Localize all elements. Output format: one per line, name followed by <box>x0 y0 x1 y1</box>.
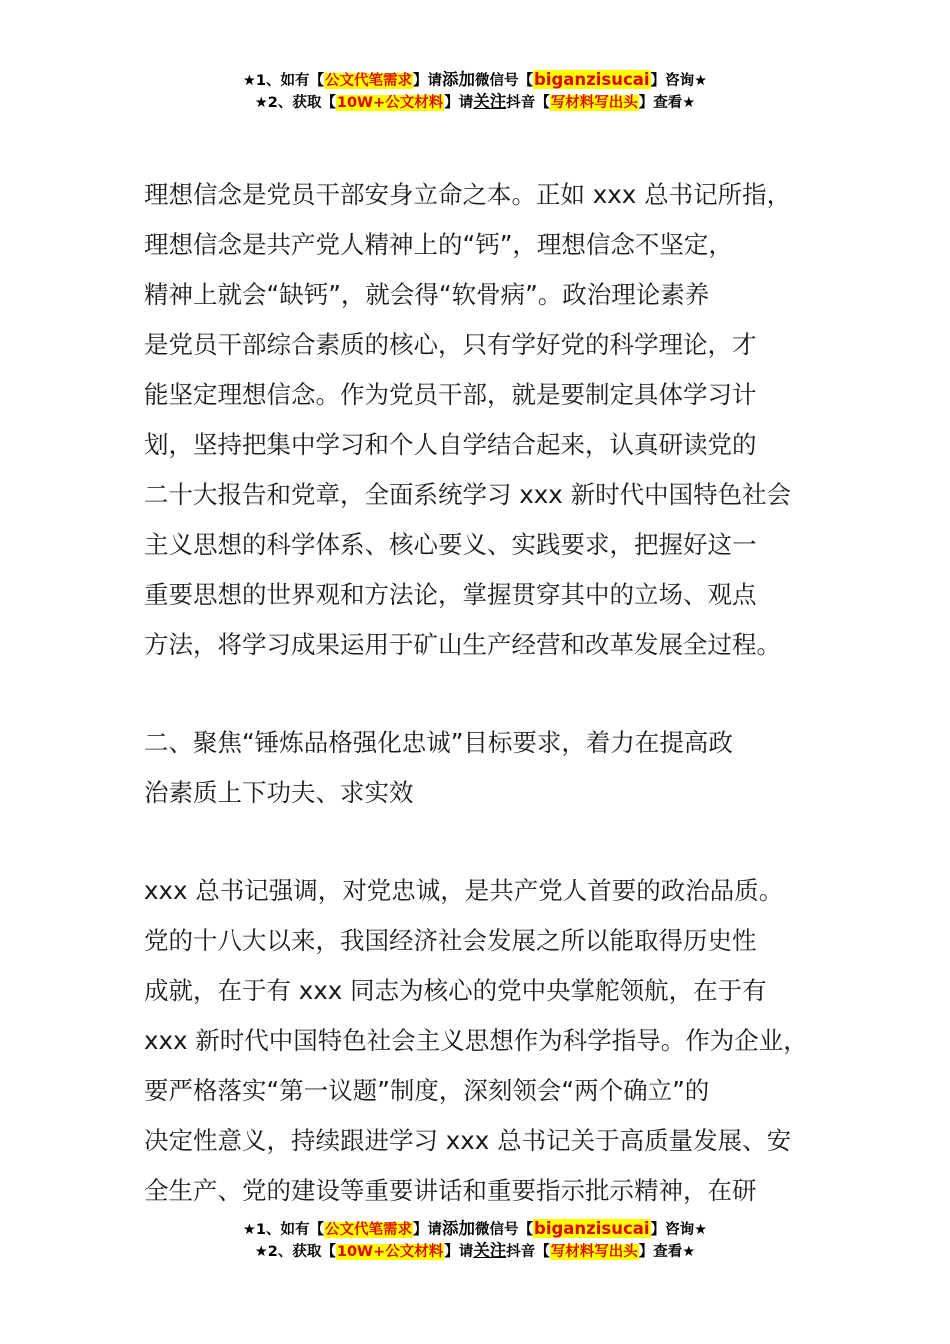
highlight-materials: 10W+公文材料 <box>336 95 444 111</box>
paragraph-line: 划，坚持把集中学习和个人自学结合起来，认真研读党的 <box>144 430 757 459</box>
paragraph-line: 党的十八大以来，我国经济社会发展之所以能取得历史性 <box>144 926 757 955</box>
paragraph-line: xxx 新时代中国特色社会主义思想作为科学指导。作为企业， <box>144 1026 808 1055</box>
paragraph-line: 精神上就会“缺钙”，就会得“软骨病”。政治理论素养 <box>144 280 710 309</box>
paragraph-line: 主义思想的科学体系、核心要义、实践要求，把握好这一 <box>144 530 757 559</box>
highlight-douyin-account: 写材料写出头 <box>550 1244 638 1260</box>
paragraph-line: 二十大报告和党章，全面系统学习 xxx 新时代中国特色社会 <box>144 480 792 509</box>
heading-line: 二、聚焦“锤炼品格强化忠诚”目标要求，着力在提高政 <box>144 728 733 757</box>
paragraph-line: 理想信念是共产党人精神上的“钙”，理想信念不坚定， <box>144 230 733 259</box>
paragraph-line: 全生产、党的建设等重要讲话和重要指示批示精神，在研 <box>144 1176 757 1205</box>
paragraph-line: 成就，在于有 xxx 同志为核心的党中央掌舵领航，在于有 <box>144 976 767 1005</box>
banner-line-1: ★1、如有【公文代笔需求】请添加微信号【biganzisucai】咨询★ <box>242 1219 708 1238</box>
paragraph-line: 重要思想的世界观和方法论，掌握贯穿其中的立场、观点 <box>144 580 757 609</box>
paragraph-line: xxx 总书记强调，对党忠诚，是共产党人首要的政治品质。 <box>144 876 784 905</box>
body-paragraph-2 <box>144 866 824 1216</box>
paragraph-line: 要严格落实“第一议题”制度，深刻领会“两个确立”的 <box>144 1076 710 1105</box>
banner-line-1: ★1、如有【公文代笔需求】请添加微信号【biganzisucai】咨询★ <box>242 70 708 89</box>
highlight-service: 公文代笔需求 <box>325 73 413 89</box>
body-paragraph-1 <box>144 170 824 670</box>
paragraph-line: 能坚定理想信念。作为党员干部，就是要制定具体学习计 <box>144 380 757 409</box>
heading-line: 治素质上下功夫、求实效 <box>144 778 414 807</box>
banner-line-2: ★2、获取【10W+公文材料】请关注抖音【写材料写出头】查看★ <box>254 92 696 111</box>
paragraph-line: 是党员干部综合素质的核心，只有学好党的科学理论，才 <box>144 330 757 359</box>
highlight-wechat-id: biganzisucai <box>534 1219 650 1238</box>
footer-banner <box>0 1218 950 1262</box>
paragraph-line: 决定性意义，持续跟进学习 xxx 总书记关于高质量发展、安 <box>144 1126 792 1155</box>
banner-line-2: ★2、获取【10W+公文材料】请关注抖音【写材料写出头】查看★ <box>254 1241 696 1260</box>
paragraph-line: 理想信念是党员干部安身立命之本。正如 xxx 总书记所指， <box>144 180 792 209</box>
highlight-materials: 10W+公文材料 <box>336 1244 444 1260</box>
header-banner <box>0 69 950 113</box>
highlight-douyin-account: 写材料写出头 <box>550 95 638 111</box>
paragraph-line: 方法，将学习成果运用于矿山生产经营和改革发展全过程。 <box>144 630 781 659</box>
highlight-wechat-id: biganzisucai <box>534 70 650 89</box>
highlight-service: 公文代笔需求 <box>325 1222 413 1238</box>
section-heading <box>144 718 824 818</box>
